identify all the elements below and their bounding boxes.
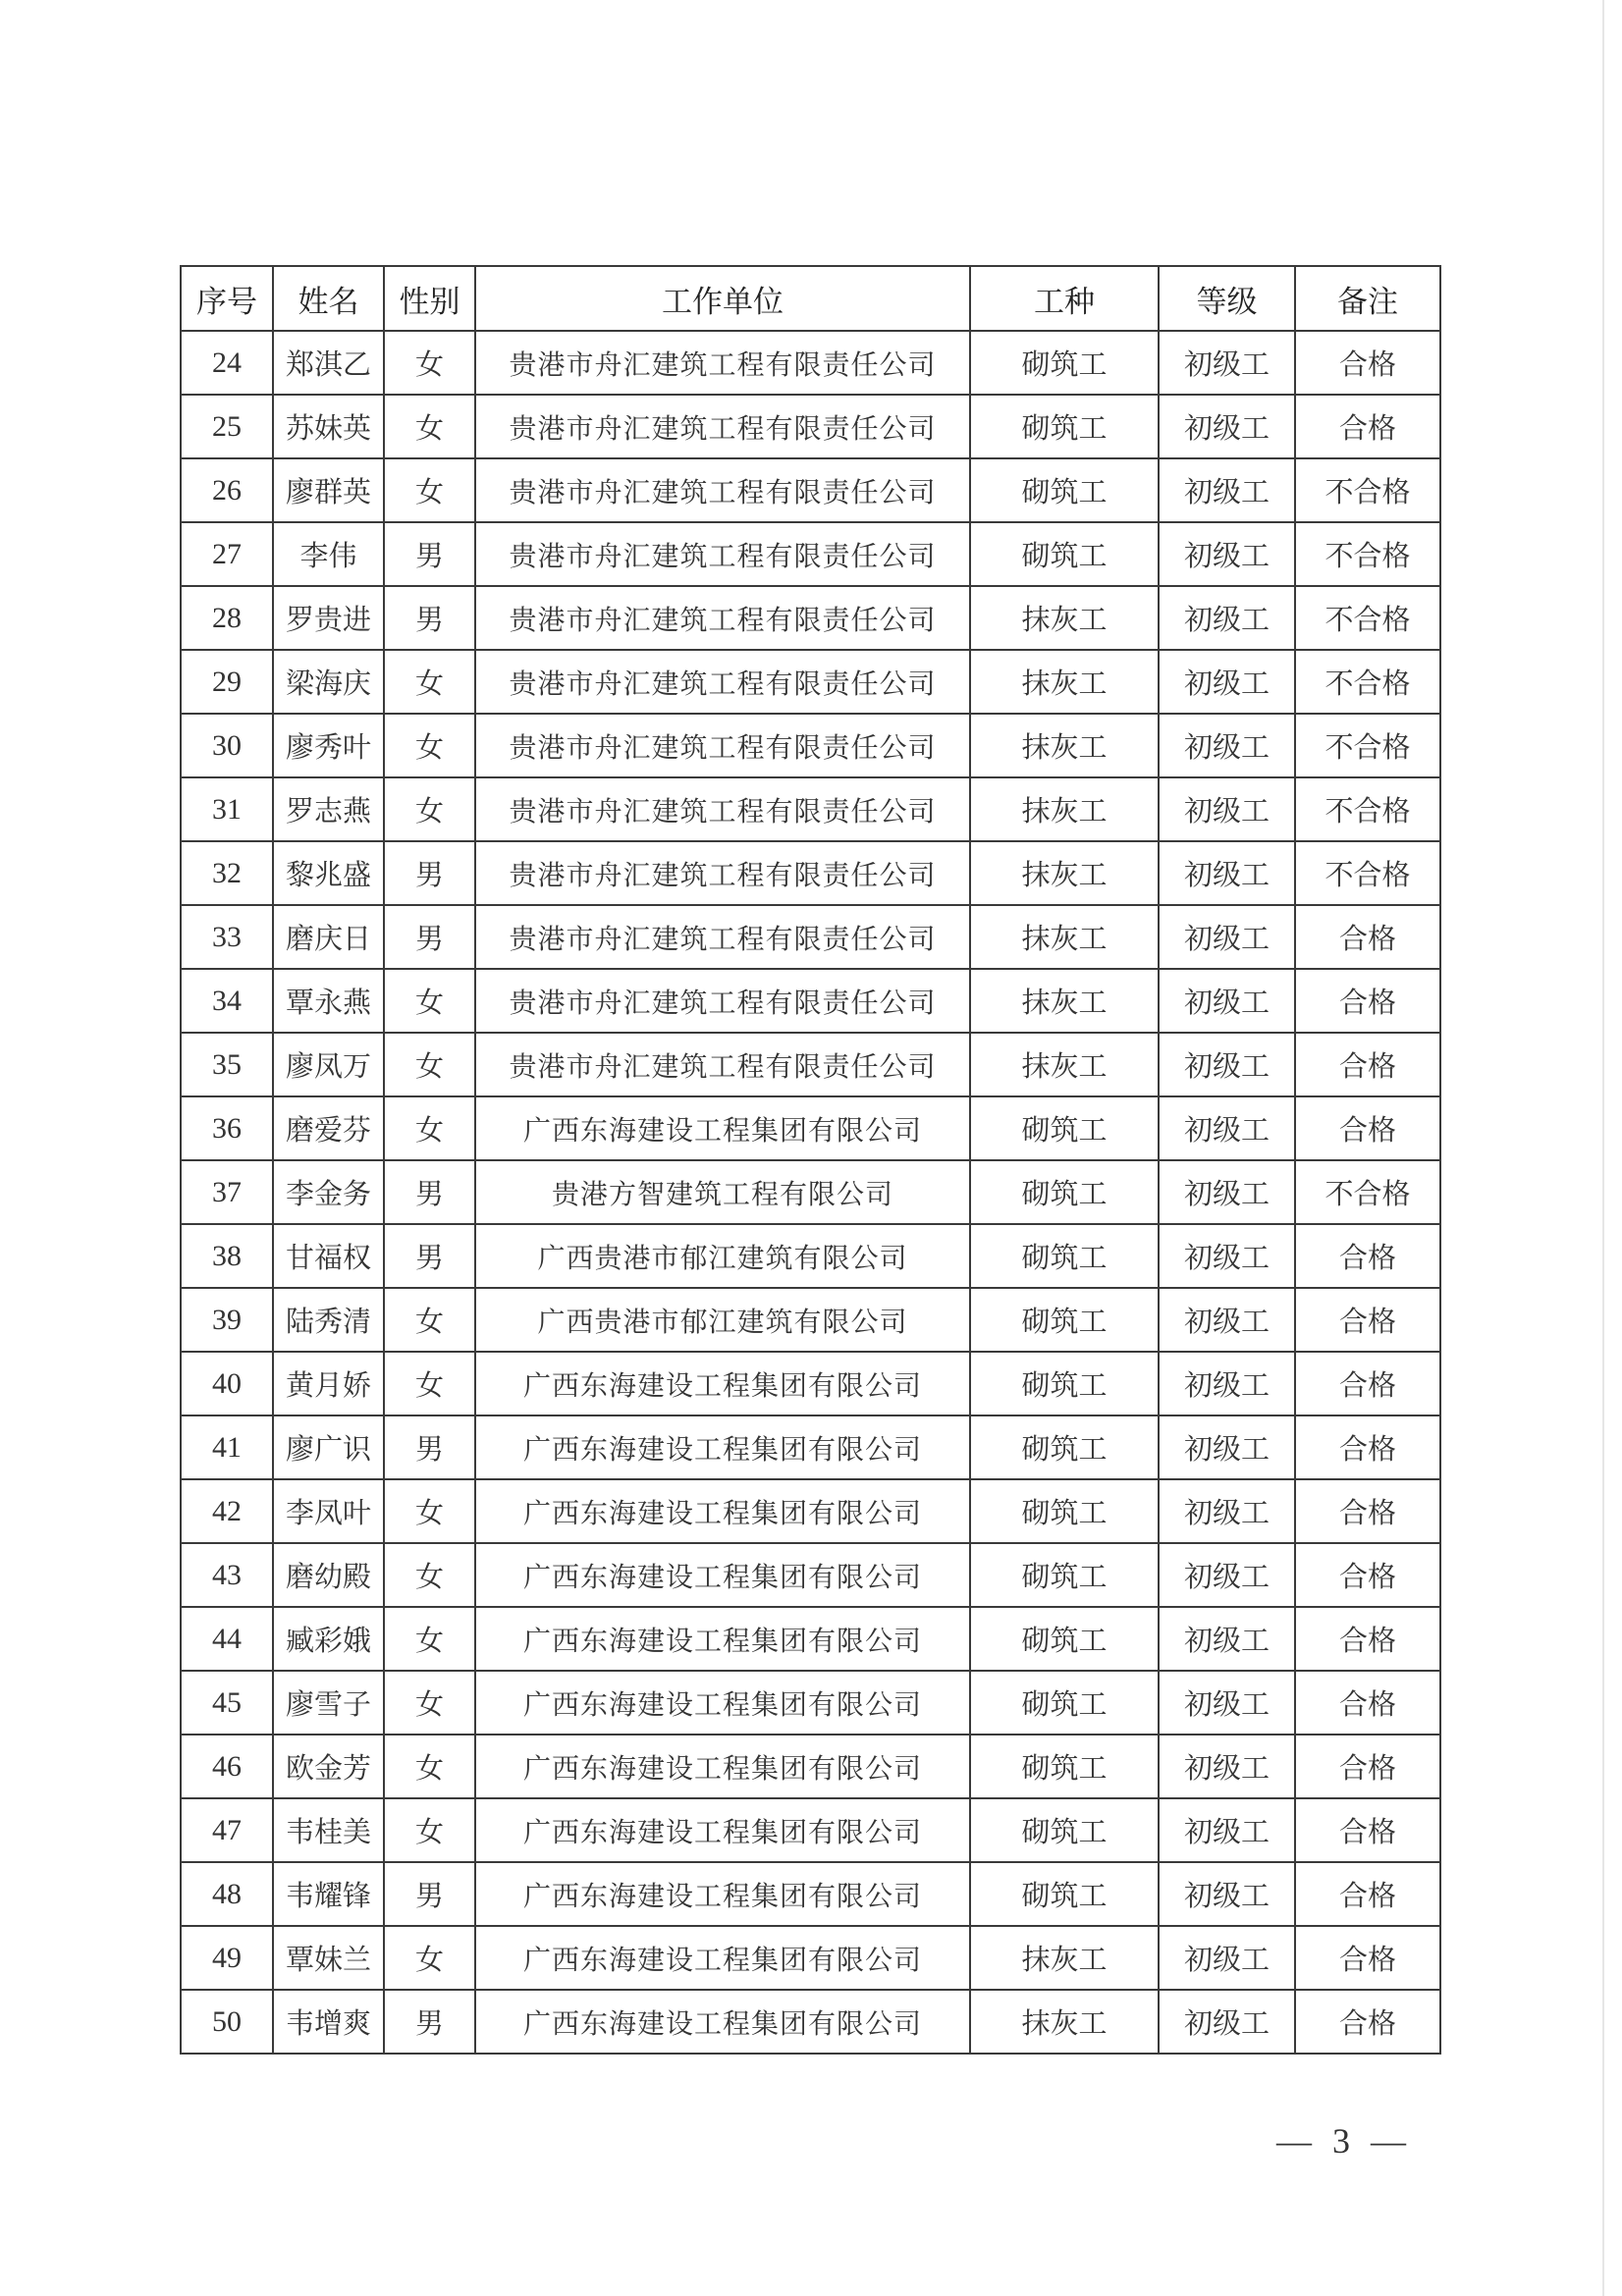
table-row — [181, 522, 1440, 586]
cell-remark: 不合格 — [1295, 586, 1440, 650]
cell-unit: 广西东海建设工程集团有限公司 — [475, 1926, 970, 1990]
cell-gender: 女 — [384, 969, 475, 1033]
cell-unit: 广西东海建设工程集团有限公司 — [475, 1415, 970, 1479]
page-edge-line — [1602, 0, 1604, 2296]
cell-unit: 贵港市舟汇建筑工程有限责任公司 — [475, 395, 970, 458]
cell-unit: 贵港市舟汇建筑工程有限责任公司 — [475, 650, 970, 714]
cell-name: 臧彩娥 — [273, 1607, 384, 1671]
cell-name: 廖秀叶 — [273, 714, 384, 777]
header-level: 等级 — [1159, 266, 1295, 331]
cell-gender: 女 — [384, 1926, 475, 1990]
cell-gender: 女 — [384, 714, 475, 777]
cell-trade: 抹灰工 — [970, 586, 1159, 650]
table-row — [181, 841, 1440, 905]
cell-unit: 贵港市舟汇建筑工程有限责任公司 — [475, 777, 970, 841]
cell-name: 磨庆日 — [273, 905, 384, 969]
cell-name: 甘福权 — [273, 1224, 384, 1288]
table-row — [181, 905, 1440, 969]
cell-gender: 女 — [384, 1735, 475, 1798]
cell-unit: 广西东海建设工程集团有限公司 — [475, 1990, 970, 2054]
table-row — [181, 1224, 1440, 1288]
cell-level: 初级工 — [1159, 1415, 1295, 1479]
cell-unit: 贵港市舟汇建筑工程有限责任公司 — [475, 905, 970, 969]
cell-trade: 砌筑工 — [970, 1288, 1159, 1352]
cell-remark: 不合格 — [1295, 650, 1440, 714]
cell-remark: 合格 — [1295, 1735, 1440, 1798]
cell-gender: 男 — [384, 1415, 475, 1479]
cell-no: 47 — [181, 1798, 273, 1862]
cell-remark: 合格 — [1295, 331, 1440, 395]
cell-name: 陆秀清 — [273, 1288, 384, 1352]
cell-remark: 合格 — [1295, 1288, 1440, 1352]
cell-gender: 女 — [384, 1033, 475, 1096]
cell-level: 初级工 — [1159, 395, 1295, 458]
cell-level: 初级工 — [1159, 1160, 1295, 1224]
cell-level: 初级工 — [1159, 714, 1295, 777]
cell-level: 初级工 — [1159, 586, 1295, 650]
cell-trade: 砌筑工 — [970, 522, 1159, 586]
cell-gender: 男 — [384, 841, 475, 905]
cell-remark: 不合格 — [1295, 777, 1440, 841]
cell-remark: 不合格 — [1295, 714, 1440, 777]
cell-no: 25 — [181, 395, 273, 458]
cell-level: 初级工 — [1159, 331, 1295, 395]
cell-remark: 合格 — [1295, 969, 1440, 1033]
cell-no: 29 — [181, 650, 273, 714]
cell-trade: 抹灰工 — [970, 777, 1159, 841]
cell-no: 43 — [181, 1543, 273, 1607]
header-no: 序号 — [181, 266, 273, 331]
cell-trade: 砌筑工 — [970, 1798, 1159, 1862]
table-row — [181, 1607, 1440, 1671]
cell-no: 27 — [181, 522, 273, 586]
cell-level: 初级工 — [1159, 1607, 1295, 1671]
cell-no: 32 — [181, 841, 273, 905]
cell-unit: 贵港市舟汇建筑工程有限责任公司 — [475, 841, 970, 905]
cell-unit: 广西贵港市郁江建筑有限公司 — [475, 1224, 970, 1288]
cell-name: 韦桂美 — [273, 1798, 384, 1862]
table-row — [181, 1543, 1440, 1607]
cell-unit: 广西东海建设工程集团有限公司 — [475, 1543, 970, 1607]
cell-trade: 抹灰工 — [970, 905, 1159, 969]
header-gender: 性别 — [384, 266, 475, 331]
cell-trade: 抹灰工 — [970, 841, 1159, 905]
cell-gender: 男 — [384, 905, 475, 969]
cell-level: 初级工 — [1159, 1671, 1295, 1735]
cell-remark: 不合格 — [1295, 458, 1440, 522]
cell-unit: 贵港方智建筑工程有限公司 — [475, 1160, 970, 1224]
cell-gender: 女 — [384, 1479, 475, 1543]
header-row — [181, 266, 1440, 331]
cell-trade: 抹灰工 — [970, 1990, 1159, 2054]
cell-no: 40 — [181, 1352, 273, 1415]
cell-name: 郑淇乙 — [273, 331, 384, 395]
cell-remark: 合格 — [1295, 1033, 1440, 1096]
cell-unit: 广西东海建设工程集团有限公司 — [475, 1352, 970, 1415]
table-row — [181, 1479, 1440, 1543]
table-row — [181, 1033, 1440, 1096]
cell-unit: 贵港市舟汇建筑工程有限责任公司 — [475, 969, 970, 1033]
cell-level: 初级工 — [1159, 458, 1295, 522]
cell-name: 韦增爽 — [273, 1990, 384, 2054]
cell-gender: 男 — [384, 522, 475, 586]
table-row — [181, 1352, 1440, 1415]
cell-gender: 女 — [384, 1352, 475, 1415]
cell-name: 梁海庆 — [273, 650, 384, 714]
cell-no: 26 — [181, 458, 273, 522]
cell-unit: 广西东海建设工程集团有限公司 — [475, 1798, 970, 1862]
header-unit: 工作单位 — [475, 266, 970, 331]
cell-unit: 广西东海建设工程集团有限公司 — [475, 1862, 970, 1926]
cell-no: 36 — [181, 1096, 273, 1160]
cell-remark: 合格 — [1295, 1862, 1440, 1926]
cell-unit: 贵港市舟汇建筑工程有限责任公司 — [475, 458, 970, 522]
cell-no: 39 — [181, 1288, 273, 1352]
cell-name: 罗志燕 — [273, 777, 384, 841]
cell-unit: 广西东海建设工程集团有限公司 — [475, 1671, 970, 1735]
cell-unit: 广西东海建设工程集团有限公司 — [475, 1479, 970, 1543]
cell-no: 28 — [181, 586, 273, 650]
cell-trade: 砌筑工 — [970, 331, 1159, 395]
cell-name: 廖雪子 — [273, 1671, 384, 1735]
cell-no: 49 — [181, 1926, 273, 1990]
cell-unit: 广西东海建设工程集团有限公司 — [475, 1096, 970, 1160]
cell-trade: 抹灰工 — [970, 714, 1159, 777]
table-row — [181, 1671, 1440, 1735]
cell-unit: 贵港市舟汇建筑工程有限责任公司 — [475, 331, 970, 395]
header-trade: 工种 — [970, 266, 1159, 331]
cell-trade: 砌筑工 — [970, 1096, 1159, 1160]
cell-gender: 女 — [384, 650, 475, 714]
cell-name: 黄月娇 — [273, 1352, 384, 1415]
cell-gender: 女 — [384, 1096, 475, 1160]
cell-gender: 女 — [384, 1543, 475, 1607]
cell-no: 33 — [181, 905, 273, 969]
cell-remark: 合格 — [1295, 1926, 1440, 1990]
cell-gender: 女 — [384, 1671, 475, 1735]
cell-level: 初级工 — [1159, 1862, 1295, 1926]
cell-trade: 砌筑工 — [970, 1352, 1159, 1415]
cell-trade: 砌筑工 — [970, 1543, 1159, 1607]
cell-remark: 合格 — [1295, 1352, 1440, 1415]
table-header — [181, 266, 1440, 331]
cell-trade: 砌筑工 — [970, 1479, 1159, 1543]
cell-gender: 女 — [384, 1798, 475, 1862]
cell-gender: 男 — [384, 1862, 475, 1926]
cell-unit: 贵港市舟汇建筑工程有限责任公司 — [475, 586, 970, 650]
cell-level: 初级工 — [1159, 1543, 1295, 1607]
cell-trade: 砌筑工 — [970, 395, 1159, 458]
table-row — [181, 1990, 1440, 2054]
cell-trade: 抹灰工 — [970, 1033, 1159, 1096]
cell-gender: 男 — [384, 1160, 475, 1224]
cell-name: 欧金芳 — [273, 1735, 384, 1798]
cell-name: 磨爱芬 — [273, 1096, 384, 1160]
page-number: — 3 — — [1276, 2121, 1412, 2161]
cell-no: 35 — [181, 1033, 273, 1096]
cell-trade: 砌筑工 — [970, 1671, 1159, 1735]
cell-name: 李凤叶 — [273, 1479, 384, 1543]
cell-unit: 广西东海建设工程集团有限公司 — [475, 1607, 970, 1671]
cell-no: 24 — [181, 331, 273, 395]
cell-trade: 抹灰工 — [970, 650, 1159, 714]
cell-gender: 女 — [384, 331, 475, 395]
cell-trade: 砌筑工 — [970, 1607, 1159, 1671]
cell-level: 初级工 — [1159, 1033, 1295, 1096]
table-row — [181, 969, 1440, 1033]
cell-remark: 不合格 — [1295, 1160, 1440, 1224]
cell-unit: 贵港市舟汇建筑工程有限责任公司 — [475, 714, 970, 777]
table-row — [181, 777, 1440, 841]
cell-level: 初级工 — [1159, 650, 1295, 714]
cell-remark: 合格 — [1295, 1798, 1440, 1862]
cell-level: 初级工 — [1159, 1288, 1295, 1352]
cell-name: 覃永燕 — [273, 969, 384, 1033]
table-row — [181, 1798, 1440, 1862]
cell-level: 初级工 — [1159, 1479, 1295, 1543]
table-row — [181, 331, 1440, 395]
cell-level: 初级工 — [1159, 1926, 1295, 1990]
cell-level: 初级工 — [1159, 1798, 1295, 1862]
cell-remark: 合格 — [1295, 1224, 1440, 1288]
table-row — [181, 1288, 1440, 1352]
cell-name: 廖凤万 — [273, 1033, 384, 1096]
cell-remark: 合格 — [1295, 1543, 1440, 1607]
header-name: 姓名 — [273, 266, 384, 331]
cell-unit: 贵港市舟汇建筑工程有限责任公司 — [475, 1033, 970, 1096]
cell-no: 30 — [181, 714, 273, 777]
cell-name: 廖广识 — [273, 1415, 384, 1479]
cell-gender: 女 — [384, 1288, 475, 1352]
cell-level: 初级工 — [1159, 1990, 1295, 2054]
cell-level: 初级工 — [1159, 1224, 1295, 1288]
cell-level: 初级工 — [1159, 522, 1295, 586]
cell-trade: 砌筑工 — [970, 1160, 1159, 1224]
cell-remark: 合格 — [1295, 1671, 1440, 1735]
cell-unit: 广西贵港市郁江建筑有限公司 — [475, 1288, 970, 1352]
cell-trade: 砌筑工 — [970, 458, 1159, 522]
cell-unit: 贵港市舟汇建筑工程有限责任公司 — [475, 522, 970, 586]
cell-no: 34 — [181, 969, 273, 1033]
cell-remark: 合格 — [1295, 395, 1440, 458]
cell-level: 初级工 — [1159, 1352, 1295, 1415]
cell-remark: 合格 — [1295, 1990, 1440, 2054]
cell-trade: 抹灰工 — [970, 1926, 1159, 1990]
table-row — [181, 395, 1440, 458]
cell-no: 31 — [181, 777, 273, 841]
table-row — [181, 1926, 1440, 1990]
table-body — [181, 331, 1440, 2054]
table-row — [181, 1096, 1440, 1160]
cell-unit: 广西东海建设工程集团有限公司 — [475, 1735, 970, 1798]
cell-name: 罗贵进 — [273, 586, 384, 650]
cell-gender: 女 — [384, 777, 475, 841]
header-remark: 备注 — [1295, 266, 1440, 331]
table-row — [181, 1160, 1440, 1224]
cell-name: 李金务 — [273, 1160, 384, 1224]
cell-no: 41 — [181, 1415, 273, 1479]
cell-trade: 砌筑工 — [970, 1415, 1159, 1479]
cell-no: 50 — [181, 1990, 273, 2054]
cell-gender: 女 — [384, 458, 475, 522]
cell-no: 44 — [181, 1607, 273, 1671]
table-row — [181, 1735, 1440, 1798]
cell-trade: 砌筑工 — [970, 1862, 1159, 1926]
table-row — [181, 458, 1440, 522]
cell-name: 李伟 — [273, 522, 384, 586]
cell-level: 初级工 — [1159, 841, 1295, 905]
cell-level: 初级工 — [1159, 969, 1295, 1033]
cell-remark: 合格 — [1295, 1607, 1440, 1671]
cell-name: 韦耀锋 — [273, 1862, 384, 1926]
table-row — [181, 586, 1440, 650]
table-row — [181, 714, 1440, 777]
cell-remark: 合格 — [1295, 1415, 1440, 1479]
cell-remark: 合格 — [1295, 905, 1440, 969]
cell-gender: 女 — [384, 395, 475, 458]
cell-level: 初级工 — [1159, 1735, 1295, 1798]
cell-no: 48 — [181, 1862, 273, 1926]
cell-remark: 不合格 — [1295, 522, 1440, 586]
cell-no: 45 — [181, 1671, 273, 1735]
roster-table — [180, 265, 1441, 2055]
table-row — [181, 1862, 1440, 1926]
cell-remark: 合格 — [1295, 1479, 1440, 1543]
cell-no: 46 — [181, 1735, 273, 1798]
cell-trade: 砌筑工 — [970, 1224, 1159, 1288]
cell-remark: 合格 — [1295, 1096, 1440, 1160]
cell-level: 初级工 — [1159, 1096, 1295, 1160]
cell-trade: 砌筑工 — [970, 1735, 1159, 1798]
cell-remark: 不合格 — [1295, 841, 1440, 905]
cell-gender: 女 — [384, 1607, 475, 1671]
cell-level: 初级工 — [1159, 777, 1295, 841]
cell-no: 38 — [181, 1224, 273, 1288]
cell-gender: 男 — [384, 586, 475, 650]
cell-trade: 抹灰工 — [970, 969, 1159, 1033]
cell-name: 磨幼殿 — [273, 1543, 384, 1607]
cell-no: 42 — [181, 1479, 273, 1543]
cell-no: 37 — [181, 1160, 273, 1224]
table-row — [181, 650, 1440, 714]
cell-name: 黎兆盛 — [273, 841, 384, 905]
table-row — [181, 1415, 1440, 1479]
cell-gender: 男 — [384, 1990, 475, 2054]
cell-gender: 男 — [384, 1224, 475, 1288]
cell-name: 廖群英 — [273, 458, 384, 522]
cell-level: 初级工 — [1159, 905, 1295, 969]
cell-name: 覃妹兰 — [273, 1926, 384, 1990]
cell-name: 苏妹英 — [273, 395, 384, 458]
